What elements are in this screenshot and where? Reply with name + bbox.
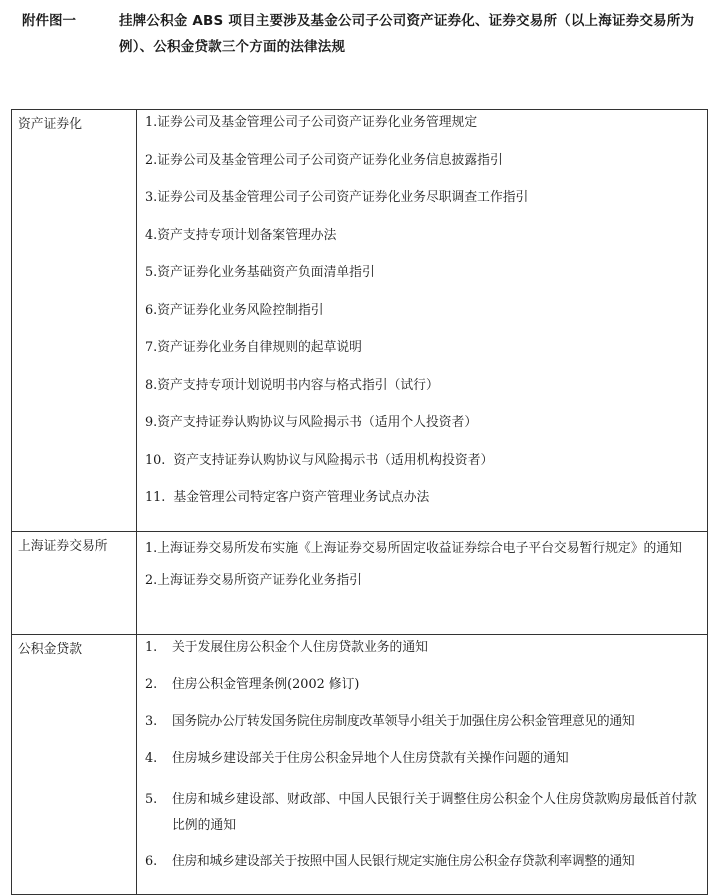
- category-cell-securitization: 资产证券化: [12, 110, 137, 532]
- item-number: 1.: [145, 639, 158, 655]
- list-item: [145, 452, 701, 470]
- attachment-label: 附件图一: [22, 13, 76, 29]
- item-text: 资产支持专项计划备案管理办法: [157, 227, 337, 243]
- item-number: 10.: [145, 452, 166, 468]
- item-number: 4.: [145, 750, 158, 766]
- item-number: 2.: [145, 572, 158, 588]
- item-text: 证券公司及基金管理公司子公司资产证券化业务信息披露指引: [157, 152, 503, 168]
- list-item: [145, 114, 701, 132]
- item-number: 3.: [145, 190, 158, 205]
- item-text: 证券公司及基金管理公司子公司资产证券化业务尽职调查工作指引: [157, 190, 529, 205]
- list-item: [145, 787, 701, 839]
- items-cell-securitization: [137, 110, 708, 532]
- item-text: 国务院办公厅转发国务院住房制度改革领导小组关于加强住房公积金管理意见的通知: [172, 713, 635, 729]
- list-item: [145, 853, 701, 871]
- item-number: 5.: [145, 265, 158, 280]
- list-item: [145, 152, 701, 170]
- list-item: [145, 572, 701, 590]
- item-number: 2.: [145, 152, 158, 168]
- item-number: 7.: [145, 340, 158, 355]
- item-number: 4.: [145, 227, 158, 243]
- item-number: 3.: [145, 713, 158, 729]
- list-item: [145, 713, 701, 731]
- item-number: 5.: [145, 791, 158, 807]
- table-row: [12, 634, 708, 894]
- item-text: 上海证券交易所发布实施《上海证券交易所固定收益证券综合电子平台交易暂行规定》的通知: [157, 540, 682, 556]
- item-number: 1.: [145, 540, 158, 556]
- item-text: 住房和城乡建设部关于按照中国人民银行规定实施住房公积金存贷款利率调整的通知: [172, 853, 635, 869]
- list-item: [145, 536, 701, 562]
- item-text: 资产证券化业务基础资产负面清单指引: [157, 265, 375, 280]
- item-text: 住房公积金管理条例(2002 修订): [172, 676, 360, 692]
- table-row: [12, 110, 708, 532]
- item-number: 6.: [145, 302, 158, 318]
- list-item: [145, 339, 701, 357]
- items-cell-provident-fund-loans: [137, 634, 708, 894]
- category-cell-provident-fund-loans: 公积金贷款: [12, 634, 137, 894]
- list-item: [145, 189, 701, 207]
- list-item: [145, 750, 701, 768]
- document-title: 挂牌公积金 ABS 项目主要涉及基金公司子公司资产证券化、证券交易所（以上海证券交易所为例）、公积金贷款三个方面的法律法规: [119, 13, 695, 55]
- item-text: 住房城乡建设部关于住房公积金异地个人住房贷款有关操作问题的通知: [172, 750, 569, 766]
- item-text: 证券公司及基金管理公司子公司资产证券化业务管理规定: [157, 115, 478, 130]
- regulations-table: [11, 109, 708, 895]
- item-number: 9.: [145, 415, 158, 430]
- item-number: 1.: [145, 115, 158, 130]
- table-row: [12, 531, 708, 634]
- item-text: 基金管理公司特定客户资产管理业务试点办法: [173, 490, 430, 505]
- list-item: [145, 489, 701, 507]
- list-item: [145, 414, 701, 432]
- item-number: 11.: [145, 490, 166, 505]
- document-header: [22, 8, 702, 68]
- item-number: 8.: [145, 377, 158, 393]
- list-item: [145, 639, 701, 657]
- item-text: 资产支持专项计划说明书内容与格式指引（试行）: [157, 377, 439, 393]
- list-item: [145, 377, 701, 395]
- category-cell-shanghai-exchange: 上海证券交易所: [12, 531, 137, 634]
- list-item: [145, 264, 701, 282]
- list-item: [145, 227, 701, 245]
- list-item: [145, 302, 701, 320]
- item-number: 6.: [145, 853, 158, 869]
- item-text: 关于发展住房公积金个人住房贷款业务的通知: [172, 639, 428, 655]
- list-item: [145, 676, 701, 694]
- item-text: 上海证券交易所资产证券化业务指引: [157, 572, 362, 588]
- items-cell-shanghai-exchange: [137, 531, 708, 634]
- item-text: 资产支持证券认购协议与风险揭示书（适用个人投资者）: [157, 415, 478, 430]
- item-text: 住房和城乡建设部、财政部、中国人民银行关于调整住房公积金个人住房贷款购房最低首付款比例的通知: [172, 791, 697, 833]
- item-text: 资产支持证券认购协议与风险揭示书（适用机构投资者）: [173, 452, 494, 468]
- item-number: 2.: [145, 676, 158, 692]
- item-text: 资产证券化业务自律规则的起草说明: [157, 340, 362, 355]
- item-text: 资产证券化业务风险控制指引: [157, 302, 324, 318]
